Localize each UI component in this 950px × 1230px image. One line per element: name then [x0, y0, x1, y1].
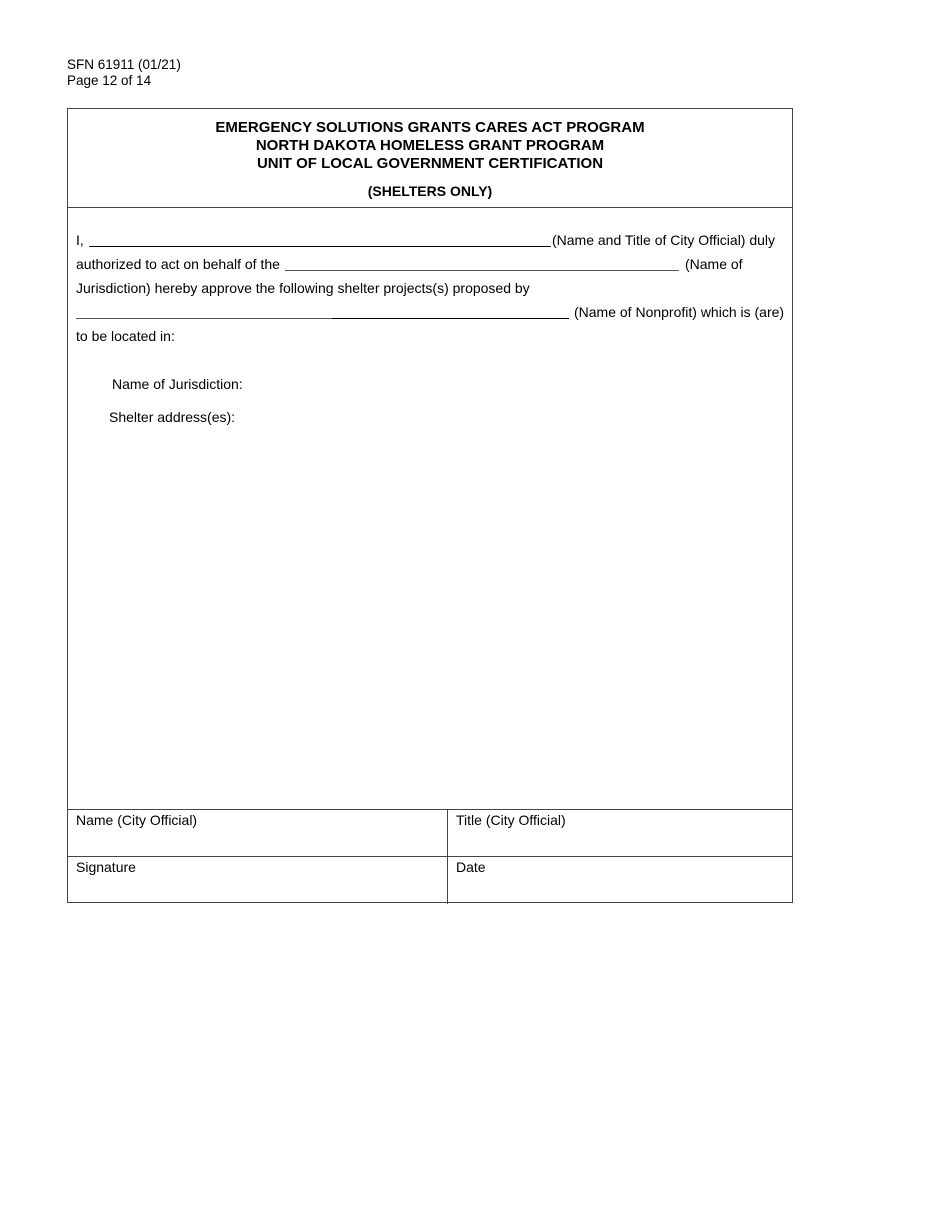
page-number: Page 12 of 14 — [67, 73, 152, 88]
signature-cell[interactable] — [68, 857, 448, 904]
signature-table — [68, 809, 792, 904]
line5-text: to be located in: — [76, 328, 175, 344]
jurisdiction-label: Name of Jurisdiction: — [112, 376, 243, 392]
official-name-label: Name (City Official) — [76, 812, 198, 828]
program-title: EMERGENCY SOLUTIONS GRANTS CARES ACT PROGRAM — [215, 119, 645, 136]
certification-title: UNIT OF LOCAL GOVERNMENT CERTIFICATION — [256, 155, 604, 172]
nonprofit-name-field-b[interactable] — [332, 318, 569, 319]
form-header — [68, 109, 792, 208]
line3-text: Jurisdiction) hereby approve the following shelter projects(s) proposed by — [76, 280, 530, 296]
official-name-cell[interactable] — [68, 810, 448, 856]
signature-row-2 — [68, 857, 792, 904]
date-cell[interactable] — [448, 857, 792, 904]
certification-form — [67, 108, 793, 903]
signature-row-1 — [68, 810, 792, 857]
line2-suffix: (Name of — [685, 256, 743, 272]
form-identifier — [67, 57, 181, 89]
official-title-label: Title (City Official) — [456, 812, 566, 828]
line2-prefix: authorized to act on behalf of the — [76, 256, 280, 272]
signature-label: Signature — [76, 859, 136, 875]
shelter-address-label: Shelter address(es): — [109, 409, 236, 425]
grant-program-title: NORTH DAKOTA HOMELESS GRANT PROGRAM — [255, 137, 605, 154]
line4-suffix: (Name of Nonprofit) which is (are) — [574, 304, 785, 320]
date-label: Date — [456, 859, 486, 875]
line1-prefix: I, — [76, 232, 84, 248]
jurisdiction-name-field[interactable] — [285, 270, 679, 271]
shelters-only-subtitle: (SHELTERS ONLY) — [367, 183, 493, 199]
line1-suffix: (Name and Title of City Official) duly — [552, 232, 776, 248]
official-title-cell[interactable] — [448, 810, 792, 856]
nonprofit-name-field-a[interactable] — [76, 318, 332, 319]
form-number: SFN 61911 (01/21) — [67, 57, 181, 72]
official-name-title-field[interactable] — [89, 246, 551, 247]
